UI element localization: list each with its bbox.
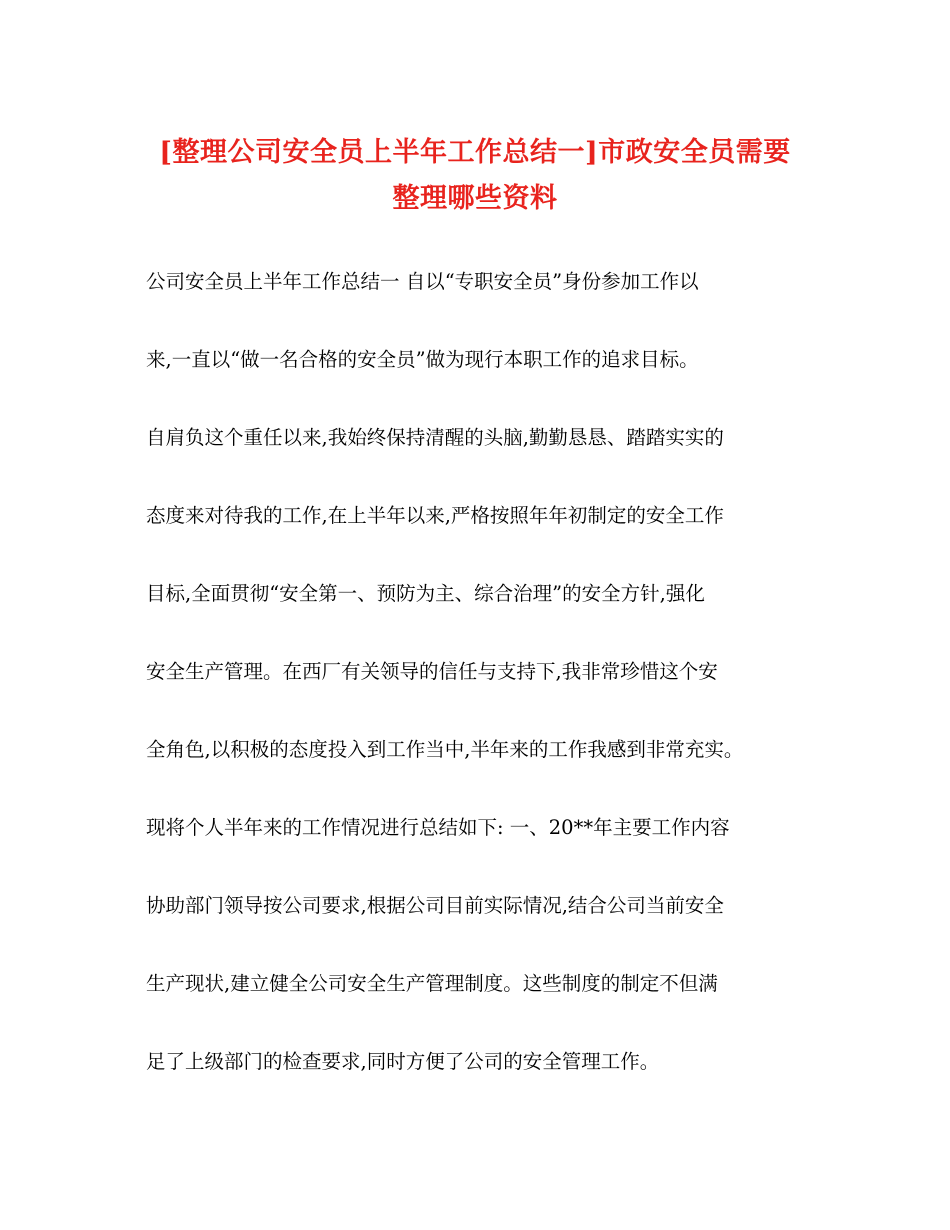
body-line: 公司安全员上半年工作总结一 自以“专职安全员”身份参加工作以	[146, 270, 699, 293]
body-line: 足了上级部门的检查要求,同时方便了公司的安全管理工作。	[146, 1050, 660, 1073]
body-line: 态度来对待我的工作,在上半年以来,严格按照年年初制定的安全工作	[146, 504, 724, 527]
body-line: 安全生产管理。在西厂有关领导的信任与支持下,我非常珍惜这个安	[146, 660, 718, 683]
document-body	[146, 262, 826, 1120]
title-line-1: [整理公司安全员上半年工作总结一]市政安全员需要	[159, 137, 791, 168]
body-line: 目标,全面贯彻“安全第一、预防为主、综合治理”的安全方针,强化	[146, 582, 705, 605]
title-line-2: 整理哪些资料	[392, 183, 558, 214]
document-title	[140, 130, 810, 222]
body-line: 生产现状,建立健全公司安全生产管理制度。这些制度的制定不但满	[146, 972, 718, 995]
body-line: 自肩负这个重任以来,我始终保持清醒的头脑,勤勤恳恳、踏踏实实的	[146, 426, 724, 449]
body-line: 现将个人半年来的工作情况进行总结如下: 一、20**年主要工作内容	[146, 816, 730, 839]
body-line: 来,一直以“做一名合格的安全员”做为现行本职工作的追求目标。	[146, 348, 699, 371]
body-line: 协助部门领导按公司要求,根据公司目前实际情况,结合公司当前安全	[146, 894, 724, 917]
body-line: 全角色,以积极的态度投入到工作当中,半年来的工作我感到非常充实。	[146, 738, 744, 761]
